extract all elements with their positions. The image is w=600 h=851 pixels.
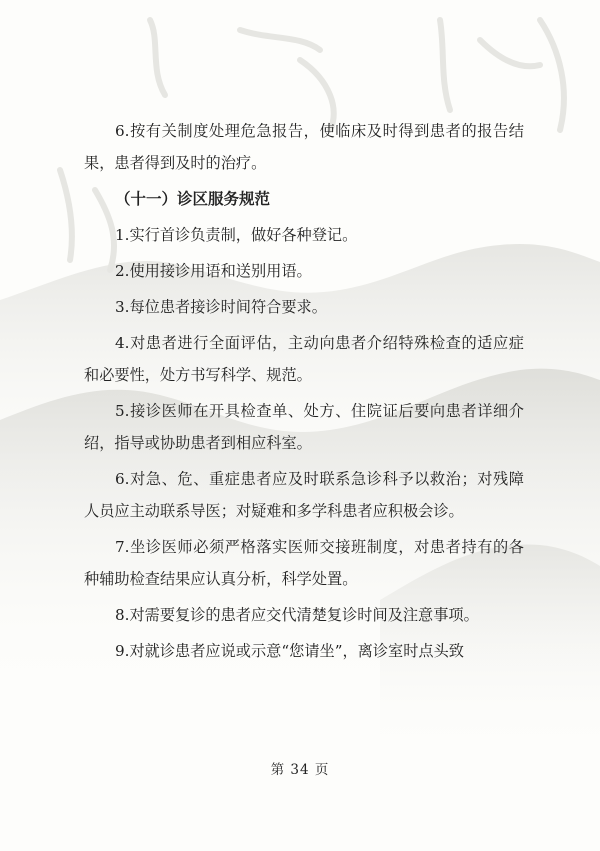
list-item-5: 5.接诊医师在开具检查单、处方、住院证后要向患者详细介绍，指导或协助患者到相应科室。 bbox=[84, 402, 524, 452]
list-item-2: 2.使用接诊用语和送别用语。 bbox=[115, 262, 312, 280]
list-item-1: 1.实行首诊负责制，做好各种登记。 bbox=[115, 226, 358, 244]
page-number-footer: 第 34 页 bbox=[270, 762, 330, 778]
list-item-8: 8.对需要复诊的患者应交代清楚复诊时间及注意事项。 bbox=[115, 606, 479, 624]
list-item-9: 9.对就诊患者应说或示意“您请坐”，离诊室时点头致 bbox=[115, 642, 464, 660]
list-item-7: 7.坐诊医师必须严格落实医师交接班制度，对患者持有的各种辅助检查结果应认真分析，科学处置。 bbox=[84, 538, 524, 588]
paragraph-critical-report: 6.按有关制度处理危急报告，使临床及时得到患者的报告结果，患者得到及时的治疗。 bbox=[84, 122, 524, 172]
list-item-6: 6.对急、危、重症患者应及时联系急诊科予以救治；对残障人员应主动联系导医；对疑难和多学科患者应积极会诊。 bbox=[84, 470, 524, 520]
document-body bbox=[84, 115, 524, 667]
list-item-4: 4.对患者进行全面评估，主动向患者介绍特殊检查的适应症和必要性，处方书写科学、规范。 bbox=[84, 334, 524, 384]
list-item-3: 3.每位患者接诊时间符合要求。 bbox=[115, 298, 327, 316]
section-heading-clinic-service: （十一）诊区服务规范 bbox=[115, 189, 271, 208]
